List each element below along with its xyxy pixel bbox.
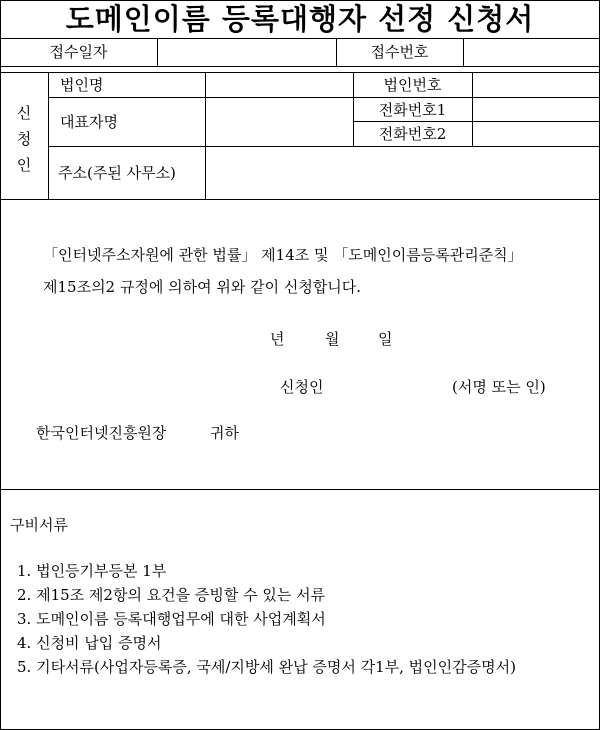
document-item: 5. 기타서류(사업자등록증, 국세/지방세 완납 증명서 각1부, 법인인감증명서): [17, 658, 516, 676]
divider: [48, 72, 49, 199]
document-item: 3. 도메인이름 등록대행업무에 대한 사업계획서: [17, 610, 326, 628]
recipient: 한국인터넷진흥원장: [36, 424, 167, 442]
divider: [0, 199, 600, 200]
date-month: 월: [325, 330, 340, 348]
applicant-section-label: [0, 100, 48, 178]
label-char: 인: [16, 156, 32, 174]
address-label: 주소(주된 사무소): [58, 164, 176, 182]
phone1-label: 전화번호1: [378, 101, 447, 119]
representative-field[interactable]: [206, 98, 353, 146]
corp-number-field[interactable]: [473, 73, 599, 97]
document-item: 2. 제15조 제2항의 요건을 증빙할 수 있는 서류: [17, 586, 326, 604]
phone2-label: 전화번호2: [378, 125, 447, 143]
divider: [0, 489, 600, 490]
document-item: 1. 법인등기부등본 1부: [17, 562, 167, 580]
phone1-field[interactable]: [473, 98, 599, 121]
address-field[interactable]: [206, 147, 599, 199]
signature-label: (서명 또는 인): [452, 378, 546, 396]
divider: [0, 66, 600, 67]
corp-number-label: 법인번호: [383, 76, 442, 94]
receipt-date-label: 접수일자: [49, 43, 108, 61]
date-year: 년: [270, 330, 285, 348]
label-char: 신: [16, 104, 32, 122]
receipt-number-label: 접수번호: [370, 43, 429, 61]
statement-line-1: 「인터넷주소자원에 관한 법률」 제14조 및 「도메인이름등록관리준칙」: [43, 246, 523, 264]
phone2-field[interactable]: [473, 122, 599, 146]
date-day: 일: [378, 330, 393, 348]
applicant-sign-label: 신청인: [280, 378, 324, 396]
honorific: 귀하: [210, 424, 239, 442]
corp-name-label: 법인명: [60, 76, 104, 94]
document-item: 4. 신청비 납입 증명서: [17, 634, 162, 652]
representative-label: 대표자명: [60, 113, 118, 131]
statement-line-2: 제15조의2 규정에 의하여 위와 같이 신청합니다.: [43, 278, 362, 296]
documents-heading: 구비서류: [10, 516, 68, 534]
receipt-number-field[interactable]: [464, 39, 599, 66]
receipt-date-field[interactable]: [158, 39, 336, 66]
corp-name-field[interactable]: [206, 73, 353, 97]
page-title: 도메인이름 등록대행자 선정 신청서: [65, 2, 535, 36]
label-char: 청: [16, 130, 32, 148]
border: [0, 0, 600, 1]
